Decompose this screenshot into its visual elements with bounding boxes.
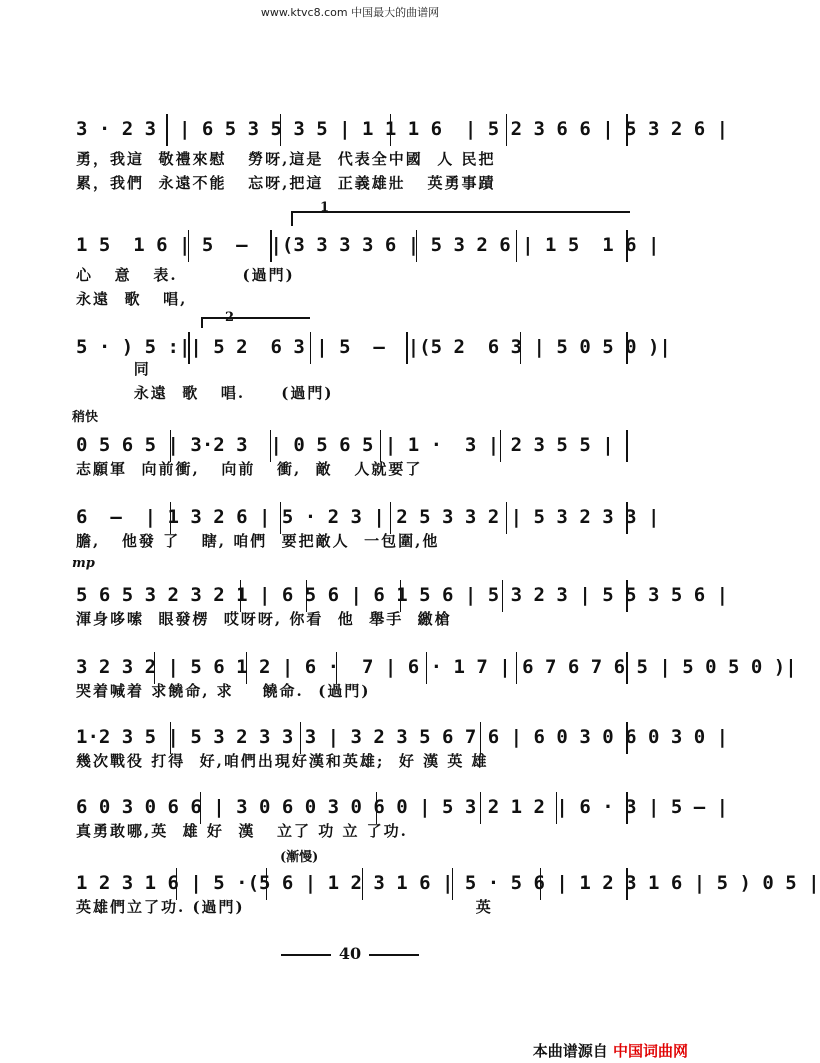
lyric-line-2: 永遠 歌 唱, bbox=[76, 290, 188, 308]
jianpu-notes: 5 6 5 3 2 3 2 1 | 6 5 6 | 6 1 5 6 | 5 3 2 3 | 5 5 3 5 6 | bbox=[76, 584, 729, 606]
volta-mark: 2 bbox=[225, 310, 235, 325]
divider bbox=[369, 954, 419, 956]
lyric-line-1: 英雄們立了功. (過門) 英 bbox=[76, 898, 493, 916]
lyric-line-1: 渾身哆嗦 眼發楞 哎呀呀, 你看 他 舉手 繳槍 bbox=[76, 610, 452, 628]
lyric-line-1: 哭着喊着 求饒命, 求 饒命. (過門) bbox=[76, 682, 371, 700]
lyric-line-1: 勇，我這 敬禮來慰 勞呀,這是 代表全中國 人 民把 bbox=[76, 150, 496, 168]
lyric-line-1: 膽, 他發 了 瞎, 咱們 要把敵人 一包圍,他 bbox=[76, 532, 440, 550]
lyric-line-2: 永遠 歌 唱. (過門) bbox=[76, 384, 334, 402]
tempo-mark: 稍快 bbox=[72, 410, 99, 425]
page-number bbox=[0, 944, 700, 963]
score-system-9 bbox=[70, 790, 729, 852]
jianpu-notes: 6 0 3 0 6 6 | 3 0 6 0 3 0 6 0 | 5 3 2 1 2 | 6 · 3 | 5 — | bbox=[76, 796, 729, 818]
page-number-text: 40 bbox=[338, 944, 362, 963]
jianpu-notes: 6 — | 1 3 2 6 | 5 · 2 3 | 2 5 3 3 2 | 5 3 2 3 3 | bbox=[76, 506, 660, 528]
source-footer bbox=[533, 1040, 688, 1061]
score-system-3 bbox=[70, 310, 671, 402]
lyric-line-1: 志願軍 向前衝, 向前 衝, 敵 人就要了 bbox=[76, 460, 423, 478]
jianpu-notes: 1·2 3 5 | 5 3 2 3 3 3 | 3 2 3 5 6 7 6 | 6 0 3 0 6 0 3 0 | bbox=[76, 726, 729, 748]
score-system-8 bbox=[70, 720, 729, 782]
footer-prefix: 本曲谱源自 bbox=[532, 1042, 608, 1060]
lyric-line-1: 真勇敢哪,英 雄 好 漢 立了 功 立 了功. bbox=[76, 822, 408, 840]
jianpu-notes: 5 · ) 5 :|| 5 2 6 3 | 5 — |(5 2 6 3 | 5 0 5 0 )| bbox=[76, 336, 671, 358]
score-system-2 bbox=[70, 200, 660, 308]
divider bbox=[281, 954, 331, 956]
lyric-line-1: 同 bbox=[76, 360, 151, 378]
score-system-6 bbox=[70, 556, 729, 640]
score-system-4 bbox=[70, 410, 630, 490]
jianpu-notes: 1 5 1 6 | 5 — |(3 3 3 3 6 | 5 3 2 6 | 1 5 1 6 | bbox=[76, 234, 660, 256]
lyric-line-1: 幾次戰役 打得 好,咱們出現好漢和英雄; 好 漢 英 雄 bbox=[76, 752, 489, 770]
footer-site-link[interactable]: 中国词曲网 bbox=[612, 1042, 688, 1060]
tempo-mark: (漸慢) bbox=[280, 850, 319, 865]
score-system-5 bbox=[70, 500, 660, 562]
jianpu-notes: 3 2 3 2 | 5 6 1 2 | 6 · 7 | 6 · 1 7 | 6 7 6 7 6 5 | 5 0 5 0 )| bbox=[76, 656, 797, 678]
score-system-7 bbox=[70, 650, 797, 712]
lyric-line-2: 累，我們 永遠不能 忘呀,把這 正義雄壯 英勇事蹟 bbox=[76, 174, 496, 192]
jianpu-notes: 1 2 3 1 6 | 5 ·(5 6 | 1 2 3 1 6 | 5 · 5 6 | 1 2 3 1 6 | 5 ) 0 5 | bbox=[76, 872, 820, 894]
lyric-line-1: 心 意 表. (過門) bbox=[76, 266, 295, 284]
volta-mark: 1 bbox=[320, 200, 330, 215]
barline bbox=[626, 430, 628, 462]
site-header: www.ktvc8.com 中国最大的曲谱网 bbox=[260, 6, 440, 19]
dynamics-mark: mp bbox=[72, 556, 95, 571]
score-system-1 bbox=[70, 112, 729, 192]
jianpu-notes: 3 · 2 3 | 6 5 3 5 3 5 | 1 1 1 6 | 5 2 3 6 6 | 5 3 2 6 | bbox=[76, 118, 729, 140]
score-system-10 bbox=[70, 850, 820, 928]
jianpu-notes: 0 5 6 5 | 3·2 3 | 0 5 6 5 | 1 · 3 | 2 3 5 5 | bbox=[76, 434, 614, 456]
